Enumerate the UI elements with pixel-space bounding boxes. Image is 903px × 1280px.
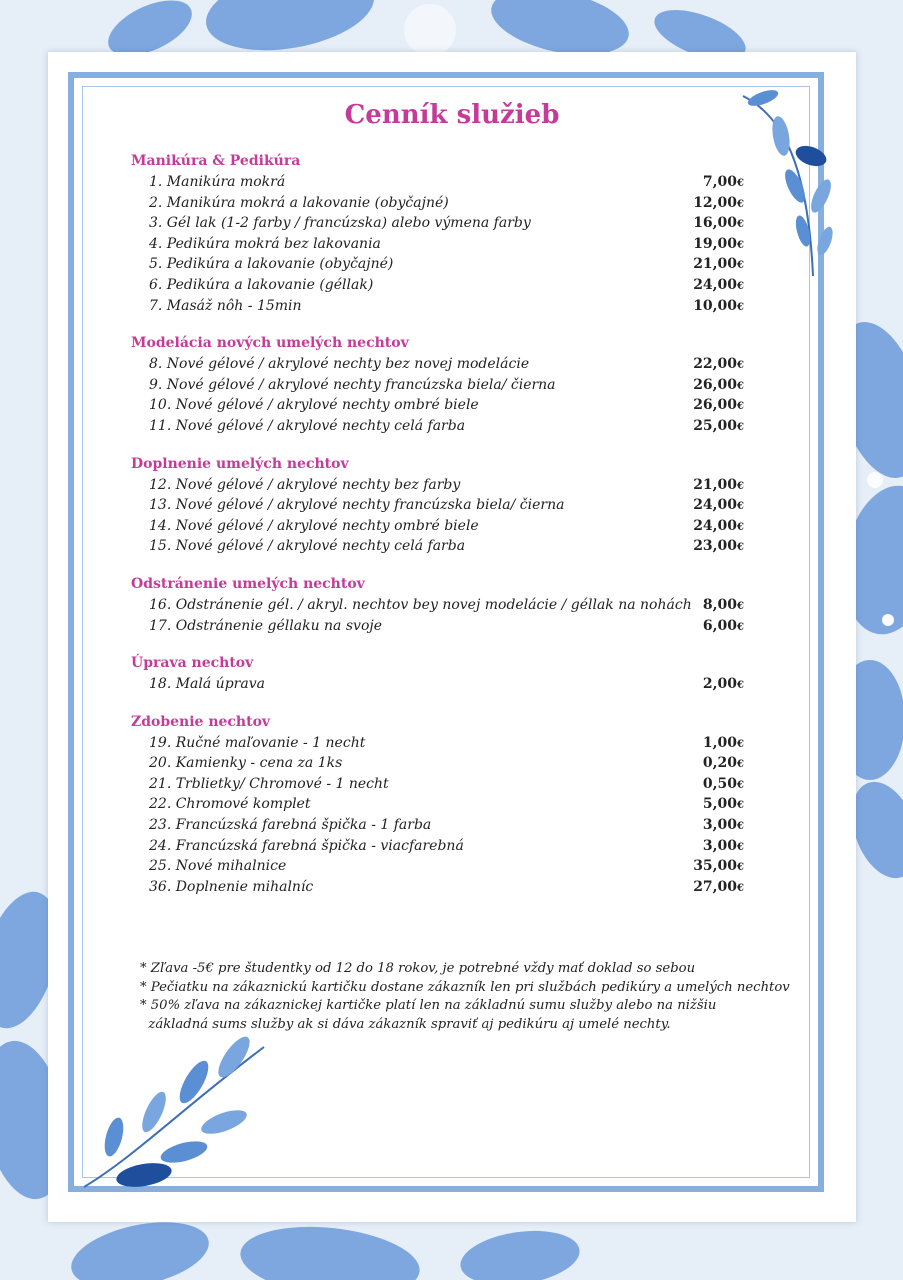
item-price: 24,00€: [693, 517, 744, 534]
item-price: 16,00€: [693, 215, 744, 232]
list-item: [131, 375, 744, 396]
list-item: [131, 877, 744, 898]
list-item: [131, 674, 744, 695]
item-name: 25. Nové mihalnice: [149, 858, 287, 875]
list-item: [131, 815, 744, 836]
item-name: 9. Nové gélové / akrylové nechty francúzska biela/ čierna: [149, 376, 556, 393]
item-name: 4. Pedikúra mokrá bez lakovania: [149, 235, 381, 252]
item-price: 21,00€: [693, 256, 744, 273]
price-list: [131, 150, 744, 913]
section-removal: [131, 573, 744, 636]
item-price: 27,00€: [693, 878, 744, 895]
item-price: 22,00€: [693, 356, 744, 373]
section-adjustment: [131, 652, 744, 695]
item-price: 3,00€: [702, 817, 744, 834]
item-price: 26,00€: [693, 397, 744, 414]
section-refill-nails: [131, 453, 744, 557]
item-price: 24,00€: [693, 497, 744, 514]
item-name: 18. Malá úprava: [149, 676, 265, 693]
item-price: 8,00€: [702, 596, 744, 613]
item-price: 3,00€: [702, 837, 744, 854]
item-name: 13. Nové gélové / akrylové nechty francúzska biela/ čierna: [149, 497, 565, 514]
item-name: 8. Nové gélové / akrylové nechty bez novej modelácie: [149, 356, 530, 373]
item-name: 19. Ručné maľovanie - 1 necht: [149, 734, 366, 751]
list-item: [131, 516, 744, 537]
item-price: 23,00€: [693, 538, 744, 555]
footnotes: [140, 960, 820, 1034]
footnote: * Pečiatku na zákaznickú kartičku dostane zákazník len pri službách pedikúry a umelých nechtov: [140, 979, 790, 995]
item-price: 35,00€: [693, 858, 744, 875]
list-item: [131, 234, 744, 255]
item-price: 25,00€: [693, 417, 744, 434]
price-list-sheet: [48, 52, 856, 1222]
section-title: Manikúra & Pedikúra: [131, 153, 301, 169]
list-item: [131, 794, 744, 815]
item-price: 0,50€: [702, 775, 744, 792]
item-price: 6,00€: [702, 617, 744, 634]
list-item: [131, 836, 744, 857]
list-item: [131, 595, 744, 616]
item-price: 19,00€: [693, 235, 744, 252]
item-name: 24. Francúzská farebná špička - viacfarebná: [149, 837, 464, 854]
item-name: 5. Pedikúra a lakovanie (obyčajné): [149, 256, 394, 273]
item-price: 21,00€: [693, 476, 744, 493]
list-item: [131, 254, 744, 275]
footnote: * Zľava -5€ pre študentky od 12 do 18 rokov, je potrebné vždy mať doklad so sebou: [140, 961, 696, 976]
section-title: Odstránenie umelých nechtov: [131, 575, 365, 592]
list-item: [131, 733, 744, 754]
item-name: 11. Nové gélové / akrylové nechty celá farba: [149, 417, 466, 434]
list-item: [131, 616, 744, 637]
leaf-sprig-icon: [74, 1027, 279, 1192]
list-item: [131, 296, 744, 317]
item-price: 24,00€: [693, 276, 744, 293]
list-item: [131, 536, 744, 557]
item-price: 2,00€: [702, 676, 744, 693]
section-manicure-pedicure: [131, 150, 744, 316]
item-name: 2. Manikúra mokrá a lakovanie (obyčajné): [149, 194, 449, 211]
item-price: 1,00€: [702, 734, 744, 751]
item-price: 5,00€: [702, 796, 744, 813]
list-item: [131, 193, 744, 214]
item-price: 12,00€: [693, 194, 744, 211]
section-title: Doplnenie umelých nechtov: [131, 455, 349, 472]
item-name: 20. Kamienky - cena za 1ks: [149, 755, 343, 772]
footnote: základná sums služby ak si dáva zákazník spraviť aj pedikúru aj umelé nechty.: [140, 1016, 671, 1032]
list-item: [131, 275, 744, 296]
page-title: Cenník služieb: [344, 100, 560, 130]
item-name: 16. Odstránenie gél. / akryl. nechtov bey novej modelácie / géllak na nohách: [149, 596, 692, 613]
footnote: * 50% zľava na zákaznickej kartičke platí len na základnú sumu služby alebo na nižšiu: [140, 998, 717, 1013]
list-item: [131, 753, 744, 774]
item-name: 17. Odstránenie géllaku na svoje: [149, 617, 382, 634]
item-name: 6. Pedikúra a lakovanie (géllak): [149, 276, 374, 293]
item-name: 23. Francúzská farebná špička - 1 farba: [149, 817, 432, 834]
item-price: 0,20€: [702, 755, 744, 772]
list-item: [131, 354, 744, 375]
item-name: 12. Nové gélové / akrylové nechty bez farby: [149, 476, 461, 493]
item-name: 10. Nové gélové / akrylové nechty ombré biele: [149, 397, 479, 414]
item-price: 26,00€: [693, 376, 744, 393]
list-item: [131, 213, 744, 234]
section-title: Zdobenie nechtov: [131, 713, 271, 730]
item-name: 14. Nové gélové / akrylové nechty ombré biele: [149, 517, 479, 534]
list-item: [131, 475, 744, 496]
list-item: [131, 856, 744, 877]
item-name: 36. Doplnenie mihalníc: [149, 878, 314, 895]
list-item: [131, 416, 744, 437]
list-item: [131, 495, 744, 516]
list-item: [131, 395, 744, 416]
item-name: 22. Chromové komplet: [149, 796, 311, 813]
list-item: [131, 172, 744, 193]
item-name: 1. Manikúra mokrá: [149, 174, 286, 190]
item-name: 3. Gél lak (1-2 farby / francúzska) alebo výmena farby: [149, 215, 531, 232]
item-name: 15. Nové gélové / akrylové nechty celá farba: [149, 538, 466, 555]
list-item: [131, 774, 744, 795]
item-name: 21. Trblietky/ Chromové - 1 necht: [149, 775, 389, 792]
item-price: 7,00€: [702, 174, 744, 190]
section-decoration: [131, 711, 744, 898]
section-new-nails: [131, 332, 744, 436]
section-title: Modelácia nových umelých nechtov: [131, 335, 409, 352]
item-price: 10,00€: [693, 297, 744, 314]
item-name: 7. Masáž nôh - 15min: [149, 297, 302, 314]
section-title: Úprava nechtov: [131, 655, 254, 672]
